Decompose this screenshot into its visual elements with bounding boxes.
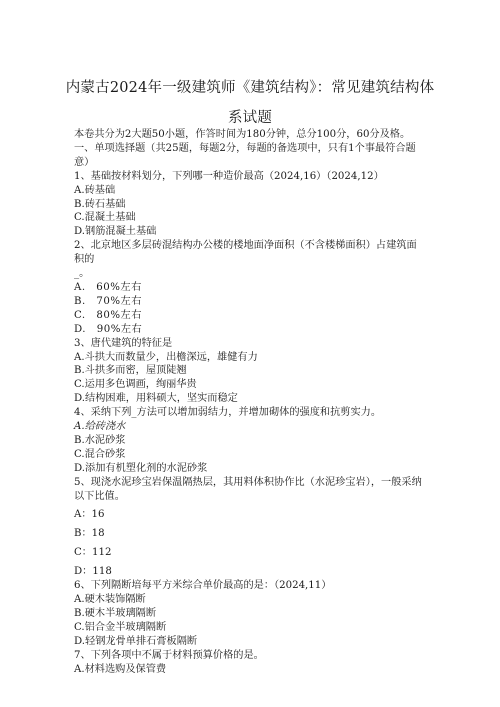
question-stem: 5、现浇水泥珍宝岩保温隔热层，其用料体积协作比（水泥珍宝岩），一般采纳以下比值。 xyxy=(74,476,422,502)
document-body xyxy=(74,128,424,676)
question-stem: 6、下列隔断培每平方米综合单价最高的是：（2024,11） xyxy=(74,580,332,592)
question-stem: 1、基础按材料划分，下列哪一种造价最高（2024,16）（2024,12） xyxy=(74,170,384,182)
question-option: A.硬木装饰隔断 xyxy=(74,594,146,605)
question-option: B.砖石基础 xyxy=(74,198,126,210)
question-stem: 3、唐代建筑的特征是 xyxy=(74,337,173,349)
question-option: B：18 xyxy=(74,528,105,540)
question-option: D.轻钢龙骨单排石膏板隔断 xyxy=(74,635,198,647)
question-option: A.给砖浇水 xyxy=(74,421,126,433)
question-option: B.水泥砂浆 xyxy=(74,434,126,446)
question-option: A.斗拱大而数量少，出檐深远，雄健有力 xyxy=(74,351,258,363)
question-option: B.硬木半玻璃隔断 xyxy=(74,607,157,619)
question-option: C.混合砂浆 xyxy=(74,448,126,460)
section-heading: 一、单项选择题（共25题，每题2分，每题的备选项中，只有1个事最符合题意） xyxy=(74,142,416,168)
exam-intro: 本卷共分为2大题50小题，作答时间为180分钟，总分100分，60分及格。 xyxy=(74,129,411,140)
question-option: D.结构困难，用料硕大，坚实而稳定 xyxy=(74,393,238,405)
question-option: A. 60%左右 xyxy=(74,281,142,293)
question-option: D.钢筋混凝土基础 xyxy=(74,226,157,238)
question-option: C. 80%左右 xyxy=(74,309,142,321)
question-option: A.砖基础 xyxy=(74,184,116,196)
question-option: C.铝合金半玻璃隔断 xyxy=(74,621,167,633)
question-option: A：16 xyxy=(74,509,105,521)
question-option: B. 70%左右 xyxy=(74,295,142,307)
question-stem: 7、下列各项中不属于材料预算价格的是。 xyxy=(74,649,264,661)
question-option: C.运用多色调画，绚丽华贵 xyxy=(74,379,197,391)
question-option: D：118 xyxy=(74,566,112,578)
document-title-line-2: 系试题 xyxy=(227,110,273,126)
question-option: A.材料选购及保管费 xyxy=(74,663,167,675)
question-option: D.添加有机塑化剂的水泥砂浆 xyxy=(74,462,208,474)
question-option: C：112 xyxy=(74,547,112,559)
question-option: D. 90%左右 xyxy=(74,323,143,335)
question-option: B.斗拱多而密，屋顶陡翘 xyxy=(74,365,187,377)
document-title-line-1: 内蒙古2024年一级建筑师《建筑结构》：常见建筑结构体 xyxy=(65,80,435,96)
question-stem: 4、采纳下列_方法可以增加弱结力，并增加砌体的强度和抗剪实力。 xyxy=(74,407,382,419)
question-blank: _。 xyxy=(74,268,90,280)
question-option: C.混凝土基础 xyxy=(74,212,136,224)
question-stem: 2、北京地区多层砖混结构办公楼的楼地面净面积（不含楼梯面积）占建筑面积的 xyxy=(74,240,417,266)
